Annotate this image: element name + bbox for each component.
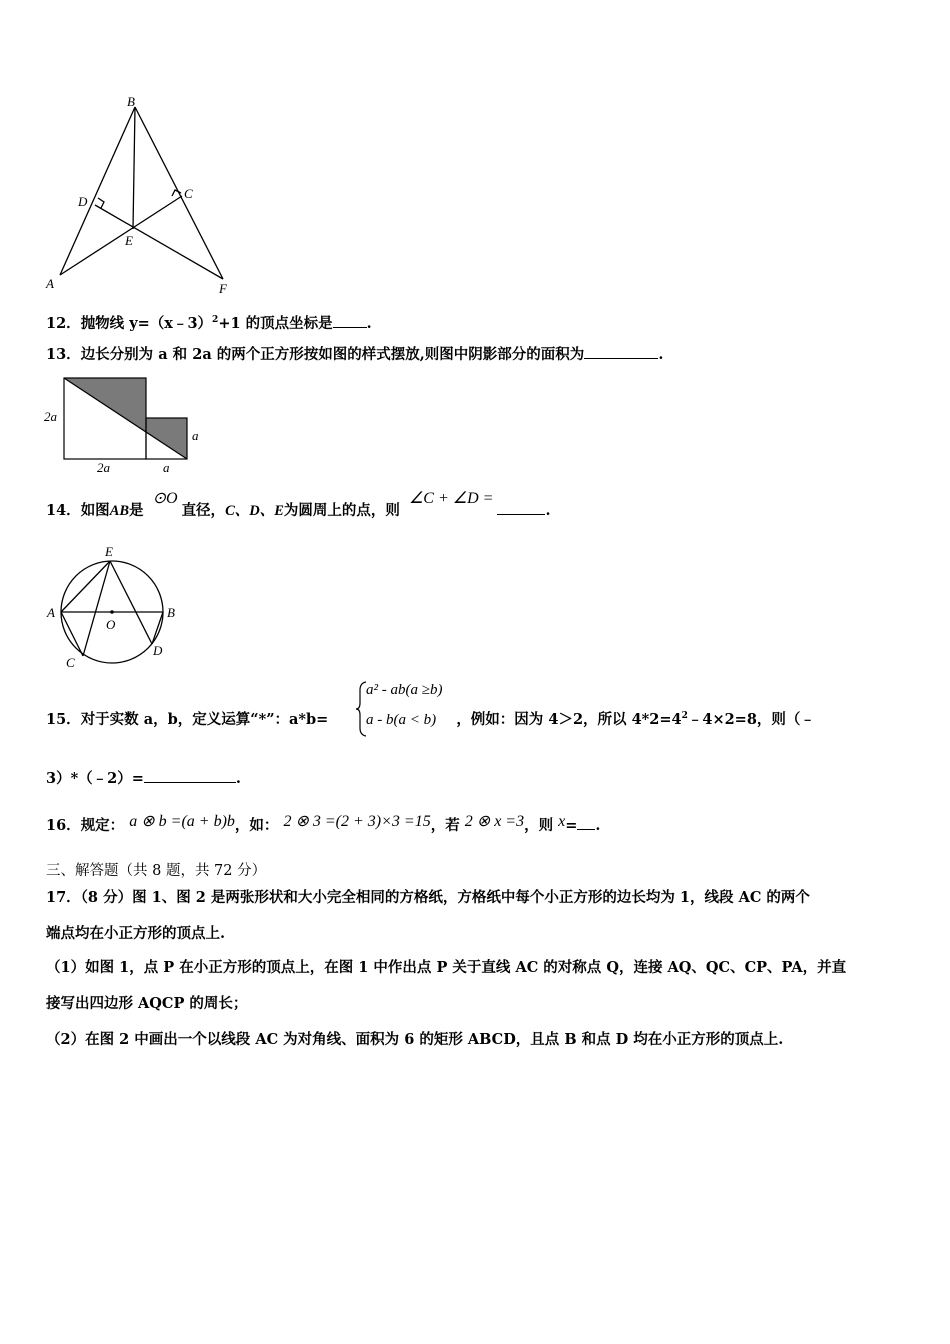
q14-angle-expr: ∠C + ∠D = — [408, 490, 494, 507]
q16-t5: = — [565, 817, 578, 834]
q14-ab: AB — [109, 503, 130, 519]
label-a: A — [47, 605, 55, 620]
q14-t3: 直径， — [181, 502, 226, 519]
label-bottom-2a: 2a — [97, 460, 110, 475]
q15-end: . — [235, 770, 241, 787]
q15-case2: a - b(a < b) — [366, 712, 437, 728]
q16-end: . — [595, 817, 601, 834]
line-bd — [152, 612, 163, 644]
label-left-2a: 2a — [44, 409, 57, 424]
q17-line3: （1）如图 1，点 P 在小正方形的顶点上，在图 1 中作出点 P 关于直线 AC 的对称点 Q，连接 AQ、QC、CP、PA，并直 — [46, 959, 847, 976]
q16-t1: 规定： — [80, 817, 125, 834]
q16-var: x — [558, 813, 566, 830]
q12-text-after: +1 的顶点坐标是 — [218, 314, 333, 332]
right-angle-d — [98, 198, 104, 208]
label-e: E — [105, 544, 113, 559]
label-d: D — [153, 643, 163, 658]
question-13 — [46, 344, 663, 365]
label-o: O — [106, 617, 116, 632]
q15-case1: a² - ab(a ≥b) — [366, 682, 443, 698]
q15-superscript: 2 — [681, 711, 688, 721]
q12-number: 12． — [46, 314, 81, 332]
question-16 — [46, 815, 600, 836]
q16-expr2: 2 ⊗ 3 =(2 + 3)×3 =15 — [283, 813, 431, 830]
q16-number: 16． — [46, 817, 81, 834]
q17-line5: （2）在图 2 中画出一个以线段 AC 为对角线、面积为 6 的矩形 ABCD，且点 B 和点 D 均在小正方形的顶点上. — [46, 1031, 784, 1048]
q12-end: . — [366, 314, 372, 332]
q12-superscript: 2 — [212, 315, 219, 325]
question-12 — [46, 310, 372, 334]
q13-answer-blank — [584, 344, 658, 359]
q17-line2: 端点均在小正方形的顶点上. — [46, 925, 226, 942]
label-b: B — [127, 94, 135, 109]
label-b: B — [167, 605, 175, 620]
label-c: C — [184, 186, 193, 201]
q14-t2: 是 — [129, 502, 144, 519]
label-f: F — [219, 281, 227, 296]
q14-t1: 如图 — [80, 502, 110, 519]
figure-squares — [40, 370, 220, 480]
q14-end: . — [545, 502, 551, 519]
label-c: C — [66, 655, 75, 670]
label-bottom-a: a — [163, 460, 170, 475]
line-be — [133, 107, 135, 229]
line-ac — [61, 612, 83, 656]
question-15-line2 — [46, 768, 241, 789]
q16-t2: ，如： — [234, 817, 279, 834]
label-a: A — [46, 276, 54, 291]
center-point — [110, 610, 114, 614]
q14-t4: 为圆周上的点，则 — [283, 502, 400, 519]
q14-answer-blank — [497, 500, 545, 515]
q15-line2: 3）*（﹣2）= — [46, 770, 144, 787]
q16-expr1: a ⊗ b =(a + b)b — [129, 813, 235, 830]
q15-text-after: ，例如：因为 4＞2，所以 4*2=4 — [456, 710, 682, 728]
q16-answer-blank — [577, 815, 595, 830]
q13-number: 13． — [46, 346, 81, 363]
q12-answer-blank — [333, 313, 367, 328]
q14-circle-o: ⊙O — [152, 490, 178, 507]
line-ba — [60, 107, 135, 275]
q15-number: 15． — [46, 710, 81, 728]
q16-t4: ，则 — [524, 817, 554, 834]
q14-points: C、D、E — [225, 503, 284, 519]
q13-end: . — [658, 346, 664, 363]
figure-triangles — [40, 92, 240, 297]
q15-text-before: 对于实数 a，b，定义运算“*”：a*b= — [80, 710, 329, 728]
label-right-a: a — [192, 428, 199, 443]
q16-t3: ，若 — [430, 817, 460, 834]
q15-answer-blank — [144, 768, 236, 783]
label-d: D — [78, 194, 88, 209]
q15-text-after2: ﹣4×2=8，则（﹣ — [687, 710, 815, 728]
q14-number: 14． — [46, 502, 81, 519]
section-3-title: 三、解答题（共 8 题，共 72 分） — [46, 863, 267, 879]
label-e: E — [125, 233, 133, 248]
figure-circle — [40, 540, 190, 675]
q17-line4: 接写出四边形 AQCP 的周长； — [46, 995, 248, 1012]
q13-text: 边长分别为 a 和 2a 的两个正方形按如图的样式摆放,则图中阴影部分的面积为 — [80, 346, 585, 363]
q16-expr3: 2 ⊗ x =3 — [464, 813, 525, 830]
question-14 — [46, 490, 551, 521]
q12-text-before: 抛物线 y=（x﹣3） — [80, 314, 213, 332]
q17-line1: 17．（8 分）图 1、图 2 是两张形状和大小完全相同的方格纸，方格纸中每个小正方形的边长均为 1，线段 AC 的两个 — [46, 889, 810, 906]
